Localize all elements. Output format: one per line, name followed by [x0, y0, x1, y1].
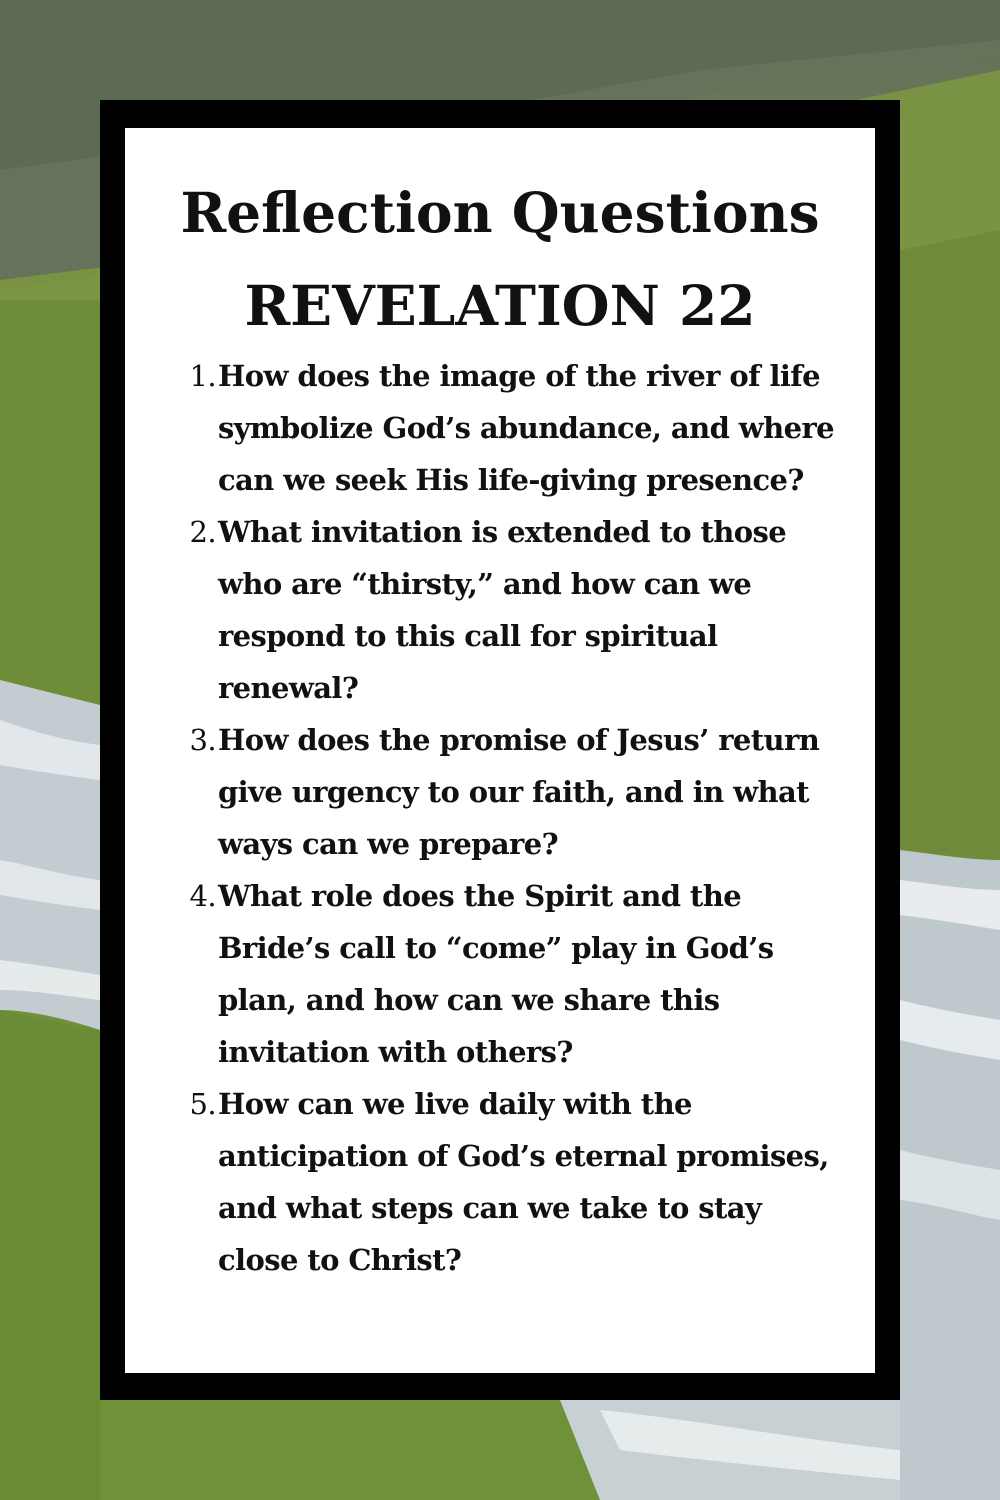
question-number: 1.	[189, 359, 216, 393]
question-item	[180, 870, 850, 1078]
question-number: 4.	[189, 879, 216, 913]
question-item	[180, 1078, 850, 1286]
questions-list	[180, 350, 850, 1286]
question-text: How does the image of the river of life symbolize God’s abundance, and where can we seek His life-giving presence?	[218, 359, 835, 497]
question-number: 3.	[189, 723, 216, 757]
question-number: 2.	[189, 515, 216, 549]
question-text: What invitation is extended to those who are “thirsty,” and how can we respond to this call for spiritual renewal?	[218, 515, 787, 705]
question-item	[180, 714, 850, 870]
question-text: How can we live daily with the anticipation of God’s eternal promises, and what steps can we take to stay close to Christ?	[218, 1087, 829, 1277]
card-subtitle: REVELATION 22	[244, 273, 756, 338]
question-item	[180, 506, 850, 714]
question-text: What role does the Spirit and the Bride’s call to “come” play in God’s plan, and how can we share this invitation with others?	[218, 879, 774, 1069]
card-title: Reflection Questions	[180, 180, 820, 245]
reflection-card	[125, 128, 875, 1373]
question-number: 5.	[189, 1087, 216, 1121]
question-item	[180, 350, 850, 506]
question-text: How does the promise of Jesus’ return give urgency to our faith, and in what ways can we prepare?	[218, 723, 820, 861]
